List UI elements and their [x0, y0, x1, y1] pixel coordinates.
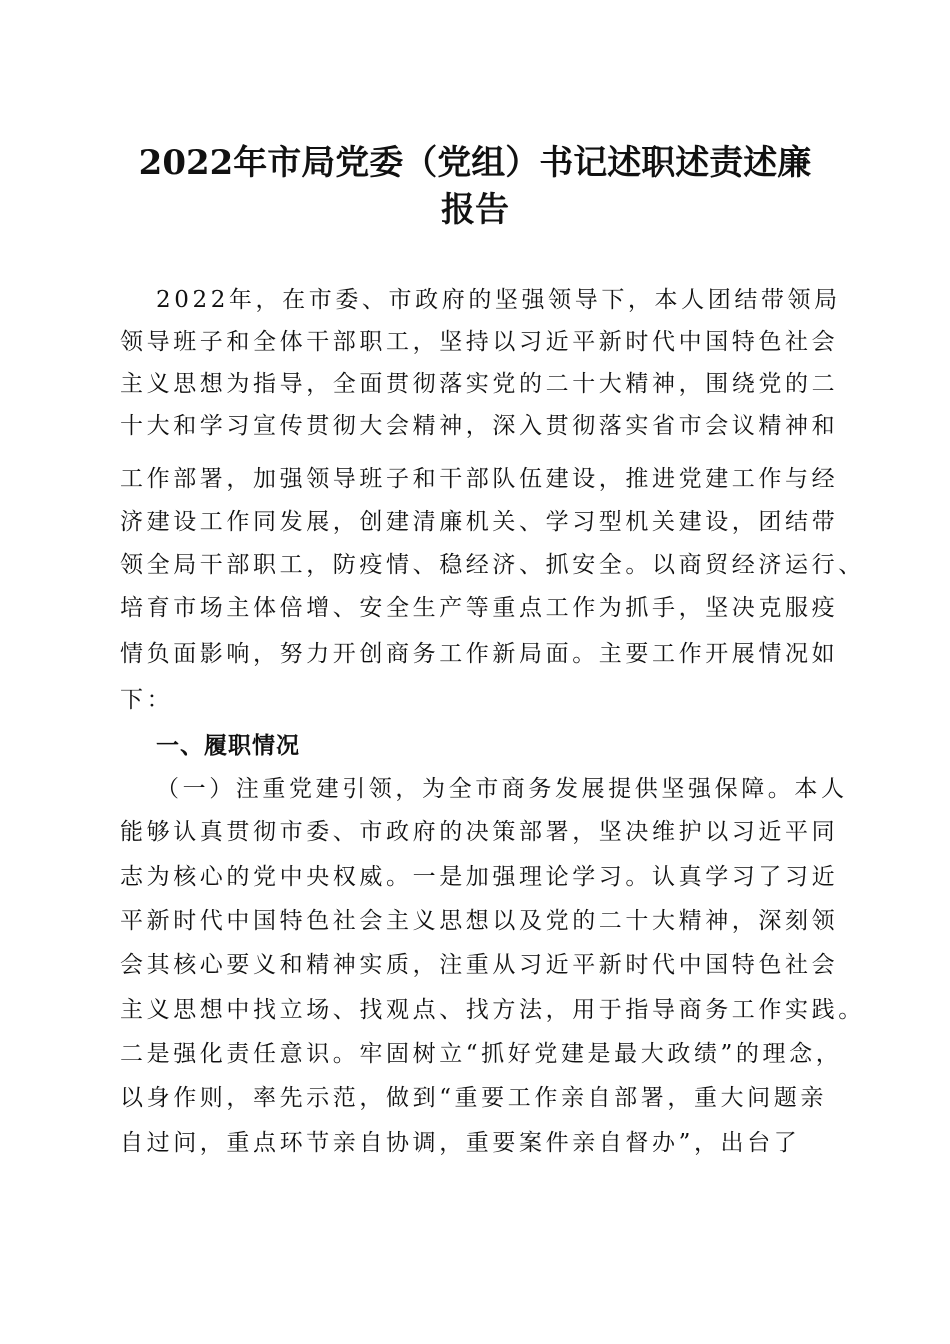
paragraph-line: 培育市场主体倍增、安全生产等重点工作为抓手，坚决克服疫: [120, 595, 839, 621]
paragraph-line: 领导班子和全体干部职工，坚持以习近平新时代中国特色社会: [120, 329, 839, 355]
paragraph-line: 能够认真贯彻市委、市政府的决策部署，坚决维护以习近平同: [120, 819, 839, 845]
paragraph-line: 志为核心的党中央权威。一是加强理论学习。认真学习了习近: [120, 864, 839, 890]
paragraph-line: 平新时代中国特色社会主义思想以及党的二十大精神，深刻领: [120, 908, 839, 934]
document-title-line-1: 2022年市局党委（党组）书记述职述责述廉: [138, 143, 812, 183]
paragraph-line: 十大和学习宣传贯彻大会精神，深入贯彻落实省市会议精神和: [120, 413, 839, 439]
paragraph-line: 情负面影响，努力开创商务工作新局面。主要工作开展情况如: [120, 641, 839, 667]
paragraph-line: 2022年，在市委、市政府的坚强领导下，本人团结带领局: [156, 287, 841, 313]
paragraph-line: 领全局干部职工，防疫情、稳经济、抓安全。以商贸经济运行、: [120, 552, 865, 578]
paragraph-line: 以身作则，率先示范，做到“重要工作亲自部署，重大问题亲: [120, 1085, 827, 1111]
section-heading: 一、履职情况: [156, 733, 300, 759]
paragraph-line: 工作部署，加强领导班子和干部队伍建设，推进党建工作与经: [120, 466, 839, 492]
paragraph-line: 主义思想中找立场、找观点、找方法，用于指导商务工作实践。: [120, 997, 865, 1023]
paragraph-line: 二是强化责任意识。牢固树立“抓好党建是最大政绩”的理念，: [120, 1041, 843, 1067]
paragraph-line: 主义思想为指导，全面贯彻落实党的二十大精神，围绕党的二: [120, 371, 839, 397]
paragraph-line: 下：: [120, 687, 174, 713]
paragraph-line: 济建设工作同发展，创建清廉机关、学习型机关建设，团结带: [120, 509, 839, 535]
document-title-line-2: 报告: [441, 190, 509, 230]
paragraph-line: 会其核心要义和精神实质，注重从习近平新时代中国特色社会: [120, 952, 839, 978]
paragraph-line: （一）注重党建引领，为全市商务发展提供坚强保障。本人: [156, 776, 848, 802]
paragraph-line: 自过问，重点环节亲自协调，重要案件亲自督办”，出台了: [120, 1130, 801, 1156]
